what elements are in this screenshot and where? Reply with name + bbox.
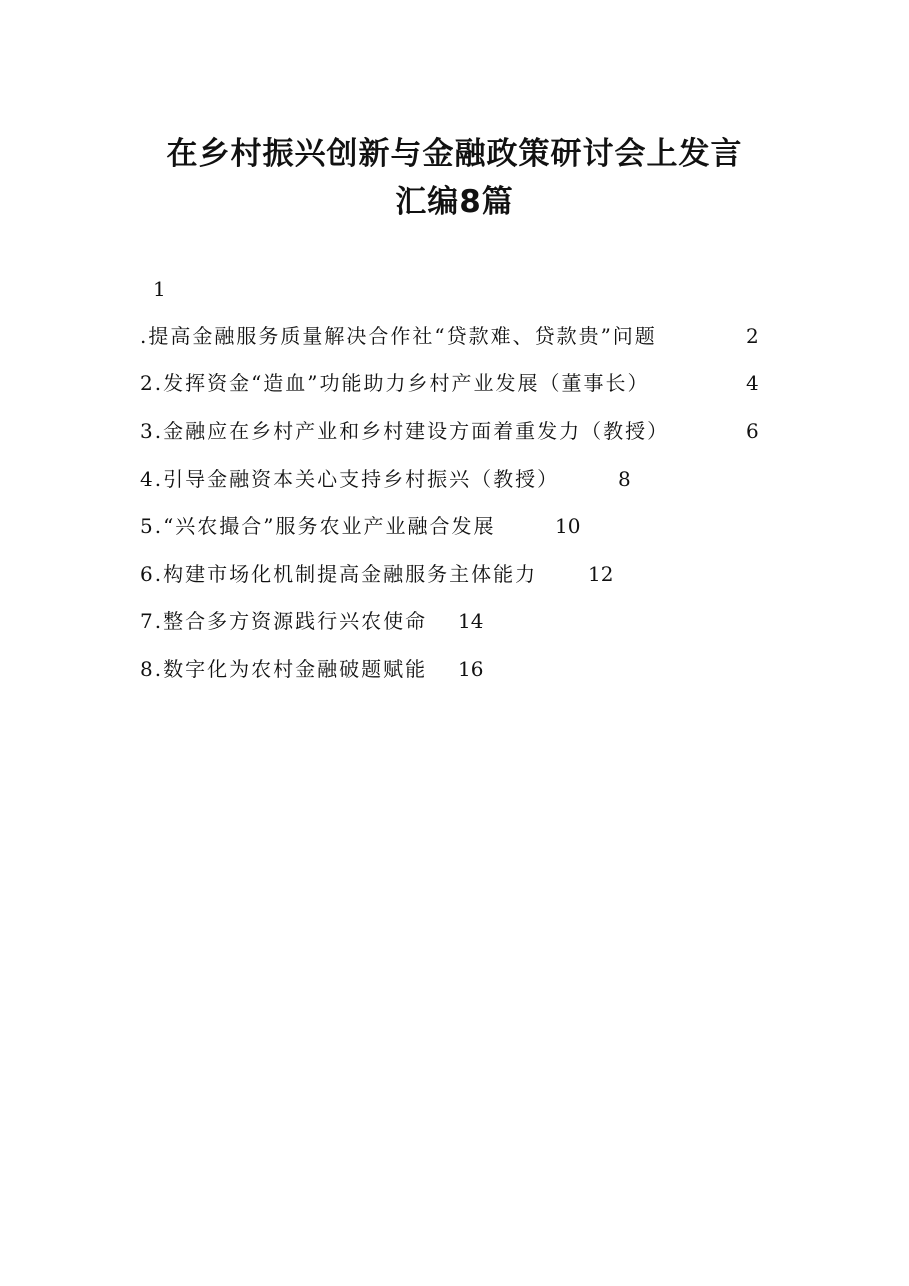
toc-entry-1-page: 2 bbox=[746, 324, 759, 348]
toc-entry-7-title[interactable]: 7.整合多方资源践行兴农使命 bbox=[140, 609, 428, 633]
toc-entry-3-page: 6 bbox=[746, 419, 759, 443]
document-title-line-1: 在乡村振兴创新与金融政策研讨会上发言 bbox=[166, 136, 743, 172]
toc-entry-3-title[interactable]: 3.金融应在乡村产业和乡村建设方面着重发力（教授） bbox=[140, 419, 670, 443]
toc-entry-2-title[interactable]: 2.发挥资金“造血”功能助力乡村产业发展（董事长） bbox=[140, 371, 650, 395]
toc-entry-1-title[interactable]: .提高金融服务质量解决合作社“贷款难、贷款贵”问题 bbox=[140, 324, 657, 348]
toc-entry-4-title[interactable]: 4.引导金融资本关心支持乡村振兴（教授） bbox=[140, 467, 560, 491]
toc-entry-4-page: 8 bbox=[618, 467, 631, 491]
toc-entry-2-page: 4 bbox=[746, 371, 759, 395]
toc-entry-6-title[interactable]: 6.构建市场化机制提高金融服务主体能力 bbox=[140, 562, 538, 586]
toc-entry-8-page: 16 bbox=[458, 657, 484, 681]
document-title-line-2: 汇编8篇 bbox=[395, 184, 514, 220]
toc-entry-6-page: 12 bbox=[588, 562, 614, 586]
toc-entry-7-page: 14 bbox=[458, 609, 484, 633]
toc-entry-8-title[interactable]: 8.数字化为农村金融破题赋能 bbox=[140, 657, 428, 681]
toc-entry-5-title[interactable]: 5.“兴农撮合”服务农业产业融合发展 bbox=[140, 514, 496, 538]
toc-first-number: 1 bbox=[153, 277, 168, 301]
toc-entry-5-page: 10 bbox=[555, 514, 581, 538]
